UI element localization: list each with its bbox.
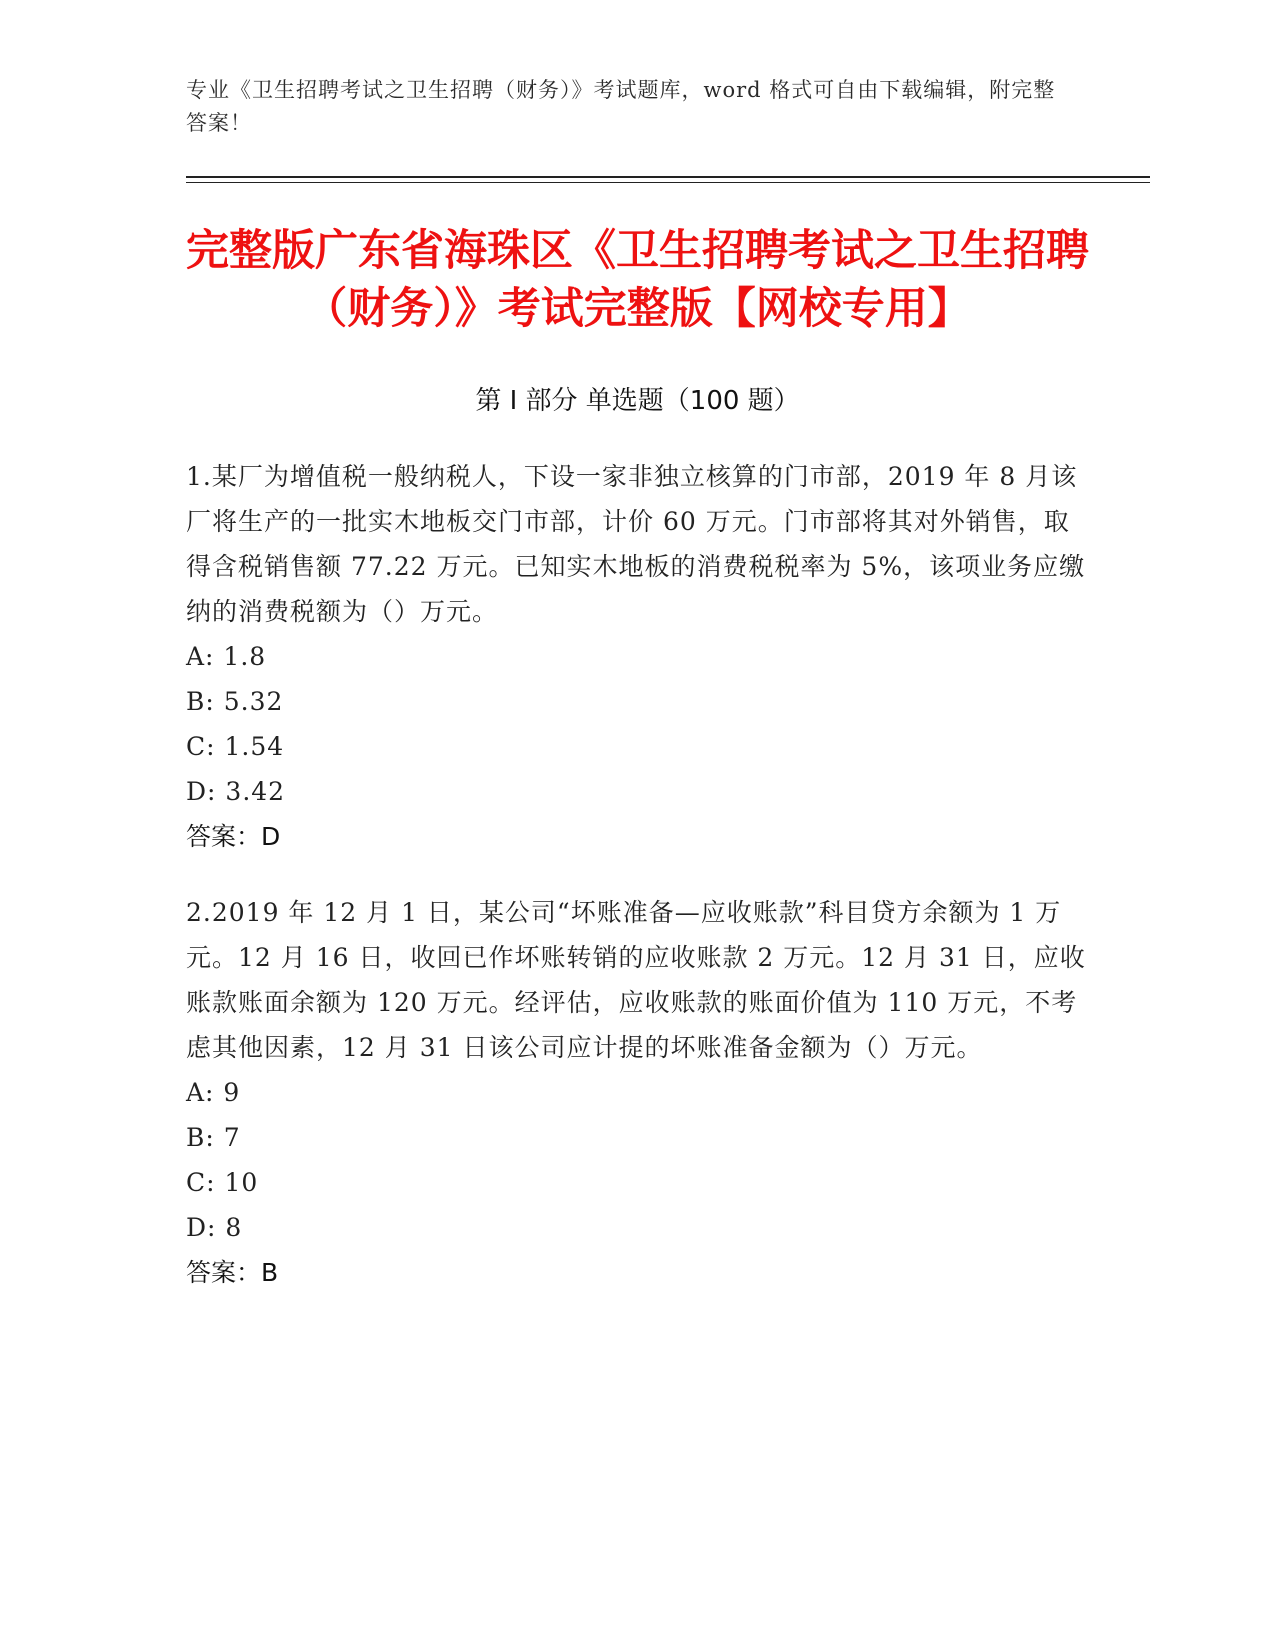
header-divider-thick bbox=[186, 176, 1150, 178]
section-title: 第 I 部分 单选题（100 题） bbox=[475, 386, 800, 416]
option-b: B: 5.32 bbox=[186, 687, 284, 716]
option-a: A: 9 bbox=[186, 1078, 241, 1107]
answer: 答案：D bbox=[186, 822, 281, 851]
header-divider-thin bbox=[186, 182, 1150, 183]
option-b: B: 7 bbox=[186, 1123, 241, 1152]
option-d: D: 3.42 bbox=[186, 777, 286, 806]
question-stem: 1.某厂为增值税一般纳税人，下设一家非独立核算的门市部，2019 年 8 月该厂将生产的一批实木地板交门市部，计价 60 万元。门市部将其对外销售，取得含税销售额 77.22 万元。已知实木地板的消费税税率为 5%，该项业务应缴纳的消费税额为（）万元。 bbox=[186, 462, 1086, 626]
question-1 bbox=[186, 454, 1086, 859]
question-2 bbox=[186, 890, 1086, 1295]
option-c: C: 10 bbox=[186, 1168, 259, 1197]
header-note: 专业《卫生招聘考试之卫生招聘（财务）》考试题库，word 格式可自由下载编辑，附完整答案！ bbox=[186, 78, 1056, 135]
question-stem: 2.2019 年 12 月 1 日，某公司“坏账准备—应收账款”科目贷方余额为 1 万元。12 月 16 日，收回已作坏账转销的应收账款 2 万元。12 月 31 日，应收账款账面余额为 120 万元。经评估，应收账款的账面价值为 110 万元，不考虑其他因素，12 月 31 日该公司应计提的坏账准备金额为（）万元。 bbox=[186, 898, 1086, 1062]
option-d: D: 8 bbox=[186, 1213, 243, 1242]
answer: 答案：B bbox=[186, 1258, 279, 1287]
option-a: A: 1.8 bbox=[186, 642, 267, 671]
option-c: C: 1.54 bbox=[186, 732, 285, 761]
document-title: 完整版广东省海珠区《卫生招聘考试之卫生招聘（财务）》考试完整版【网校专用】 bbox=[186, 226, 1089, 334]
